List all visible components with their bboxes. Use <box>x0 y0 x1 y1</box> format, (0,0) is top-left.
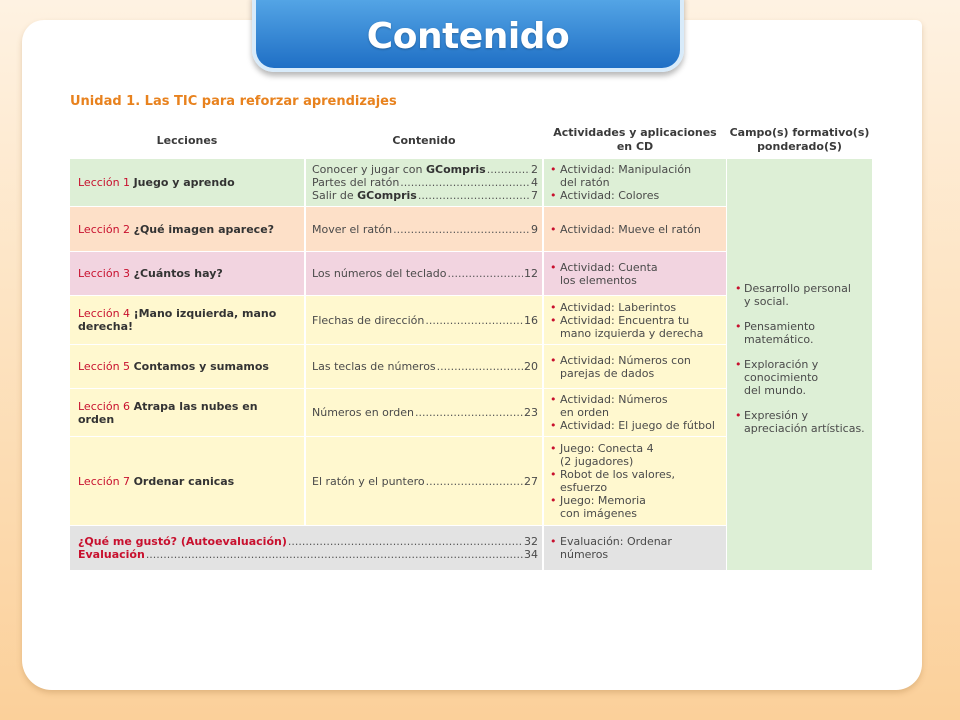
bullet-icon: • <box>550 468 557 481</box>
campo-line: Exploración y <box>744 358 819 371</box>
activity-line: Actividad: Colores <box>560 189 660 202</box>
activity-line: Actividad: El juego de fútbol <box>560 419 715 432</box>
activity-text <box>560 419 722 432</box>
activity-item <box>550 468 722 494</box>
activities-cell-6 <box>544 389 726 436</box>
activities-cell-4 <box>544 296 726 344</box>
activity-text <box>560 494 722 520</box>
dot-leader <box>426 475 523 488</box>
page-number: 9 <box>531 222 538 236</box>
bullet-icon: • <box>550 300 557 314</box>
campo-list <box>735 282 872 447</box>
bullet-icon: • <box>550 419 557 432</box>
activity-line: Juego: Memoria <box>560 494 646 507</box>
activity-line: Actividad: Números <box>560 393 668 406</box>
content-cell-7 <box>306 437 542 525</box>
page-number: 4 <box>531 176 538 189</box>
activity-text <box>560 301 722 314</box>
evaluation-entry <box>78 548 538 561</box>
activity-text <box>560 261 722 287</box>
campo-line: Expresión y <box>744 409 808 422</box>
lesson-name: Juego y aprendo <box>133 176 235 189</box>
activity-text <box>560 223 722 236</box>
activity-text <box>560 442 722 468</box>
activity-line: Actividad: Números con <box>560 353 691 367</box>
lesson-title <box>78 176 294 189</box>
campo-line: matemático. <box>744 333 814 346</box>
dot-leader <box>288 535 523 548</box>
toc-entry-text <box>312 360 436 373</box>
campo-text <box>744 320 815 346</box>
activity-line: Evaluación: Ordenar <box>560 535 672 548</box>
lesson-name: Ordenar canicas <box>133 474 235 488</box>
activity-line: con imágenes <box>560 507 637 520</box>
toc-entry-label: Conocer y jugar con <box>312 163 426 176</box>
campo-line: y social. <box>744 295 789 308</box>
activity-text <box>560 393 722 419</box>
campo-line: del mundo. <box>744 384 806 397</box>
dot-leader <box>437 360 523 373</box>
toc-entry-text <box>312 267 447 280</box>
toc-entry-text <box>312 223 392 236</box>
toc-entry-text <box>312 314 424 327</box>
lesson-number: Lección 4 <box>78 307 134 320</box>
campo-item <box>735 409 872 435</box>
dot-leader <box>415 406 523 419</box>
content-cell-4 <box>306 296 542 344</box>
bullet-icon: • <box>550 260 557 274</box>
lesson-name: ¡Mano izquierda, mano derecha! <box>78 307 277 333</box>
lesson-title <box>78 307 294 333</box>
activity-text <box>560 535 722 561</box>
lesson-cell-2 <box>70 207 304 251</box>
lesson-number: Lección 7 <box>78 474 134 488</box>
page-number: 12 <box>524 267 538 280</box>
lesson-title <box>78 475 294 488</box>
lesson-number: Lección 6 <box>78 399 134 413</box>
bullet-icon: • <box>550 189 557 202</box>
dot-leader <box>146 548 523 561</box>
activity-line: números <box>560 548 609 561</box>
activity-item <box>550 223 722 236</box>
toc-entry <box>312 314 538 327</box>
bullet-icon: • <box>550 222 557 236</box>
page-title: Contenido <box>366 15 570 57</box>
lesson-number: Lección 5 <box>78 360 134 373</box>
activity-item <box>550 535 722 561</box>
toc-entry-text <box>312 176 399 189</box>
bullet-icon: • <box>550 163 557 176</box>
toc-entry <box>312 163 538 176</box>
activity-line: Actividad: Mueve el ratón <box>560 222 701 236</box>
lesson-cell-3 <box>70 252 304 295</box>
campo-line: Desarrollo personal <box>744 282 851 295</box>
lesson-title <box>78 267 294 280</box>
dot-leader <box>418 189 530 202</box>
dot-leader <box>487 163 530 176</box>
evaluation-label: ¿Qué me gustó? (Autoevaluación) <box>78 535 287 548</box>
bullet-icon: • <box>735 358 742 371</box>
unit-title: Unidad 1. Las TIC para reforzar aprendizajes <box>70 94 397 109</box>
column-header-lessons: Lecciones <box>156 134 218 147</box>
activities-cell-5 <box>544 345 726 388</box>
lesson-number: Lección 2 <box>78 222 134 236</box>
column-header-content: Contenido <box>392 134 456 147</box>
activity-line: en orden <box>560 406 610 419</box>
bullet-icon: • <box>550 313 557 327</box>
lesson-cell-4 <box>70 296 304 344</box>
activity-line: mano izquierda y derecha <box>560 326 704 340</box>
activity-line: Juego: Conecta 4 <box>560 442 654 455</box>
toc-entry-label: Los números del teclado <box>312 267 447 280</box>
activity-line: del ratón <box>560 176 610 189</box>
bullet-icon: • <box>550 393 557 406</box>
campo-line: conocimiento <box>744 371 819 384</box>
dot-leader <box>393 223 530 236</box>
activity-text <box>560 163 722 189</box>
toc-entry-text <box>312 189 417 202</box>
activity-line: Robot de los valores, <box>560 468 675 481</box>
column-header-activities-line1: Actividades y aplicaciones <box>553 126 717 139</box>
bullet-icon: • <box>735 282 742 295</box>
toc-entry <box>312 176 538 189</box>
activity-text <box>560 189 722 202</box>
toc-entry-label: Flechas de dirección <box>312 313 425 327</box>
toc-entry <box>312 267 538 280</box>
lesson-title <box>78 223 294 236</box>
bullet-icon: • <box>550 494 557 507</box>
evaluation-entry <box>78 535 538 548</box>
dot-leader <box>425 314 523 327</box>
final-activities-cell <box>544 526 726 570</box>
campo-text <box>744 282 851 308</box>
activity-line: Actividad: Manipulación <box>560 163 692 176</box>
activity-text <box>560 314 722 340</box>
campo-line: Pensamiento <box>744 320 816 333</box>
activity-text <box>560 354 722 380</box>
lesson-cell-1 <box>70 159 304 206</box>
activity-item <box>550 442 722 468</box>
toc-entry <box>312 223 538 236</box>
lesson-cell-5 <box>70 345 304 388</box>
page-number: 23 <box>524 406 538 419</box>
lesson-title <box>78 360 294 373</box>
activity-item <box>550 301 722 314</box>
page-number: 20 <box>524 360 538 373</box>
toc-entry-text <box>312 406 414 419</box>
activity-item <box>550 261 722 287</box>
content-cell-3 <box>306 252 542 295</box>
toc-entry-label: Mover el ratón <box>312 222 393 236</box>
content-cell-5 <box>306 345 542 388</box>
title-banner <box>252 0 684 72</box>
campo-item <box>735 358 872 397</box>
toc-entry <box>312 360 538 373</box>
activity-item <box>550 189 722 202</box>
campo-formativo-cell <box>727 159 872 570</box>
column-header-activities-line2: en CD <box>616 140 654 153</box>
lesson-number: Lección 1 <box>78 176 134 189</box>
toc-entry-label: Partes del ratón <box>312 176 400 189</box>
activity-item <box>550 354 722 380</box>
activity-line: parejas de dados <box>560 366 655 380</box>
activity-line: esfuerzo <box>560 481 608 494</box>
activity-text <box>560 468 722 494</box>
campo-text <box>744 409 865 435</box>
activity-item <box>550 494 722 520</box>
lesson-cell-7 <box>70 437 304 525</box>
campo-item <box>735 320 872 346</box>
activity-line: Actividad: Cuenta <box>560 260 658 274</box>
activity-item <box>550 393 722 419</box>
toc-entry <box>312 475 538 488</box>
activity-line: (2 jugadores) <box>560 455 634 468</box>
campo-text <box>744 358 818 397</box>
content-cell-6 <box>306 389 542 436</box>
lesson-title <box>78 400 294 426</box>
dot-leader <box>400 176 530 189</box>
toc-entry-label: Salir de <box>312 189 358 202</box>
lesson-name: Atrapa las nubes en orden <box>78 399 258 426</box>
column-header-campo <box>727 126 872 154</box>
final-evaluation-cell <box>70 526 542 570</box>
column-header-activities <box>544 126 726 154</box>
toc-entry-text <box>312 475 425 488</box>
toc-entry <box>312 406 538 419</box>
activity-item <box>550 314 722 340</box>
page-number: 34 <box>524 548 538 561</box>
content-cell-2 <box>306 207 542 251</box>
activity-line: Actividad: Encuentra tu <box>560 313 690 327</box>
bullet-icon: • <box>550 353 557 367</box>
bullet-icon: • <box>550 442 557 455</box>
activities-cell-2 <box>544 207 726 251</box>
bullet-icon: • <box>735 409 742 422</box>
page-number: 16 <box>524 313 538 327</box>
lesson-cell-6 <box>70 389 304 436</box>
activities-cell-1 <box>544 159 726 206</box>
dot-leader <box>448 267 524 280</box>
page-number: 7 <box>531 189 538 202</box>
app-name: GCompris <box>425 163 486 176</box>
content-cell-1 <box>306 159 542 206</box>
page-number: 2 <box>531 163 538 176</box>
activity-line: Actividad: Laberintos <box>560 300 677 314</box>
campo-item <box>735 282 872 308</box>
bullet-icon: • <box>550 535 557 548</box>
activities-cell-7 <box>544 437 726 525</box>
lesson-number: Lección 3 <box>78 267 134 280</box>
lesson-name: Contamos y sumamos <box>133 360 269 373</box>
activity-item <box>550 163 722 189</box>
app-name: GCompris <box>357 189 417 202</box>
column-header-campo-line1: Campo(s) formativo(s) <box>729 126 870 139</box>
toc-entry-label: El ratón y el puntero <box>312 474 425 488</box>
toc-entry <box>312 189 538 202</box>
bullet-icon: • <box>735 320 742 333</box>
toc-entry-text <box>312 163 486 176</box>
column-header-campo-line2: ponderado(S) <box>757 140 842 153</box>
toc-entry-label: Las teclas de números <box>312 360 436 373</box>
campo-line: apreciación artísticas. <box>744 422 865 435</box>
page-number: 27 <box>524 474 538 488</box>
page-number: 32 <box>524 535 538 548</box>
activity-item <box>550 419 722 432</box>
lesson-name: ¿Cuántos hay? <box>133 267 223 280</box>
evaluation-label: Evaluación <box>78 548 145 561</box>
toc-entry-label: Números en orden <box>312 406 414 419</box>
activity-line: los elementos <box>560 273 637 287</box>
lesson-name: ¿Qué imagen aparece? <box>133 222 275 236</box>
activities-cell-3 <box>544 252 726 295</box>
